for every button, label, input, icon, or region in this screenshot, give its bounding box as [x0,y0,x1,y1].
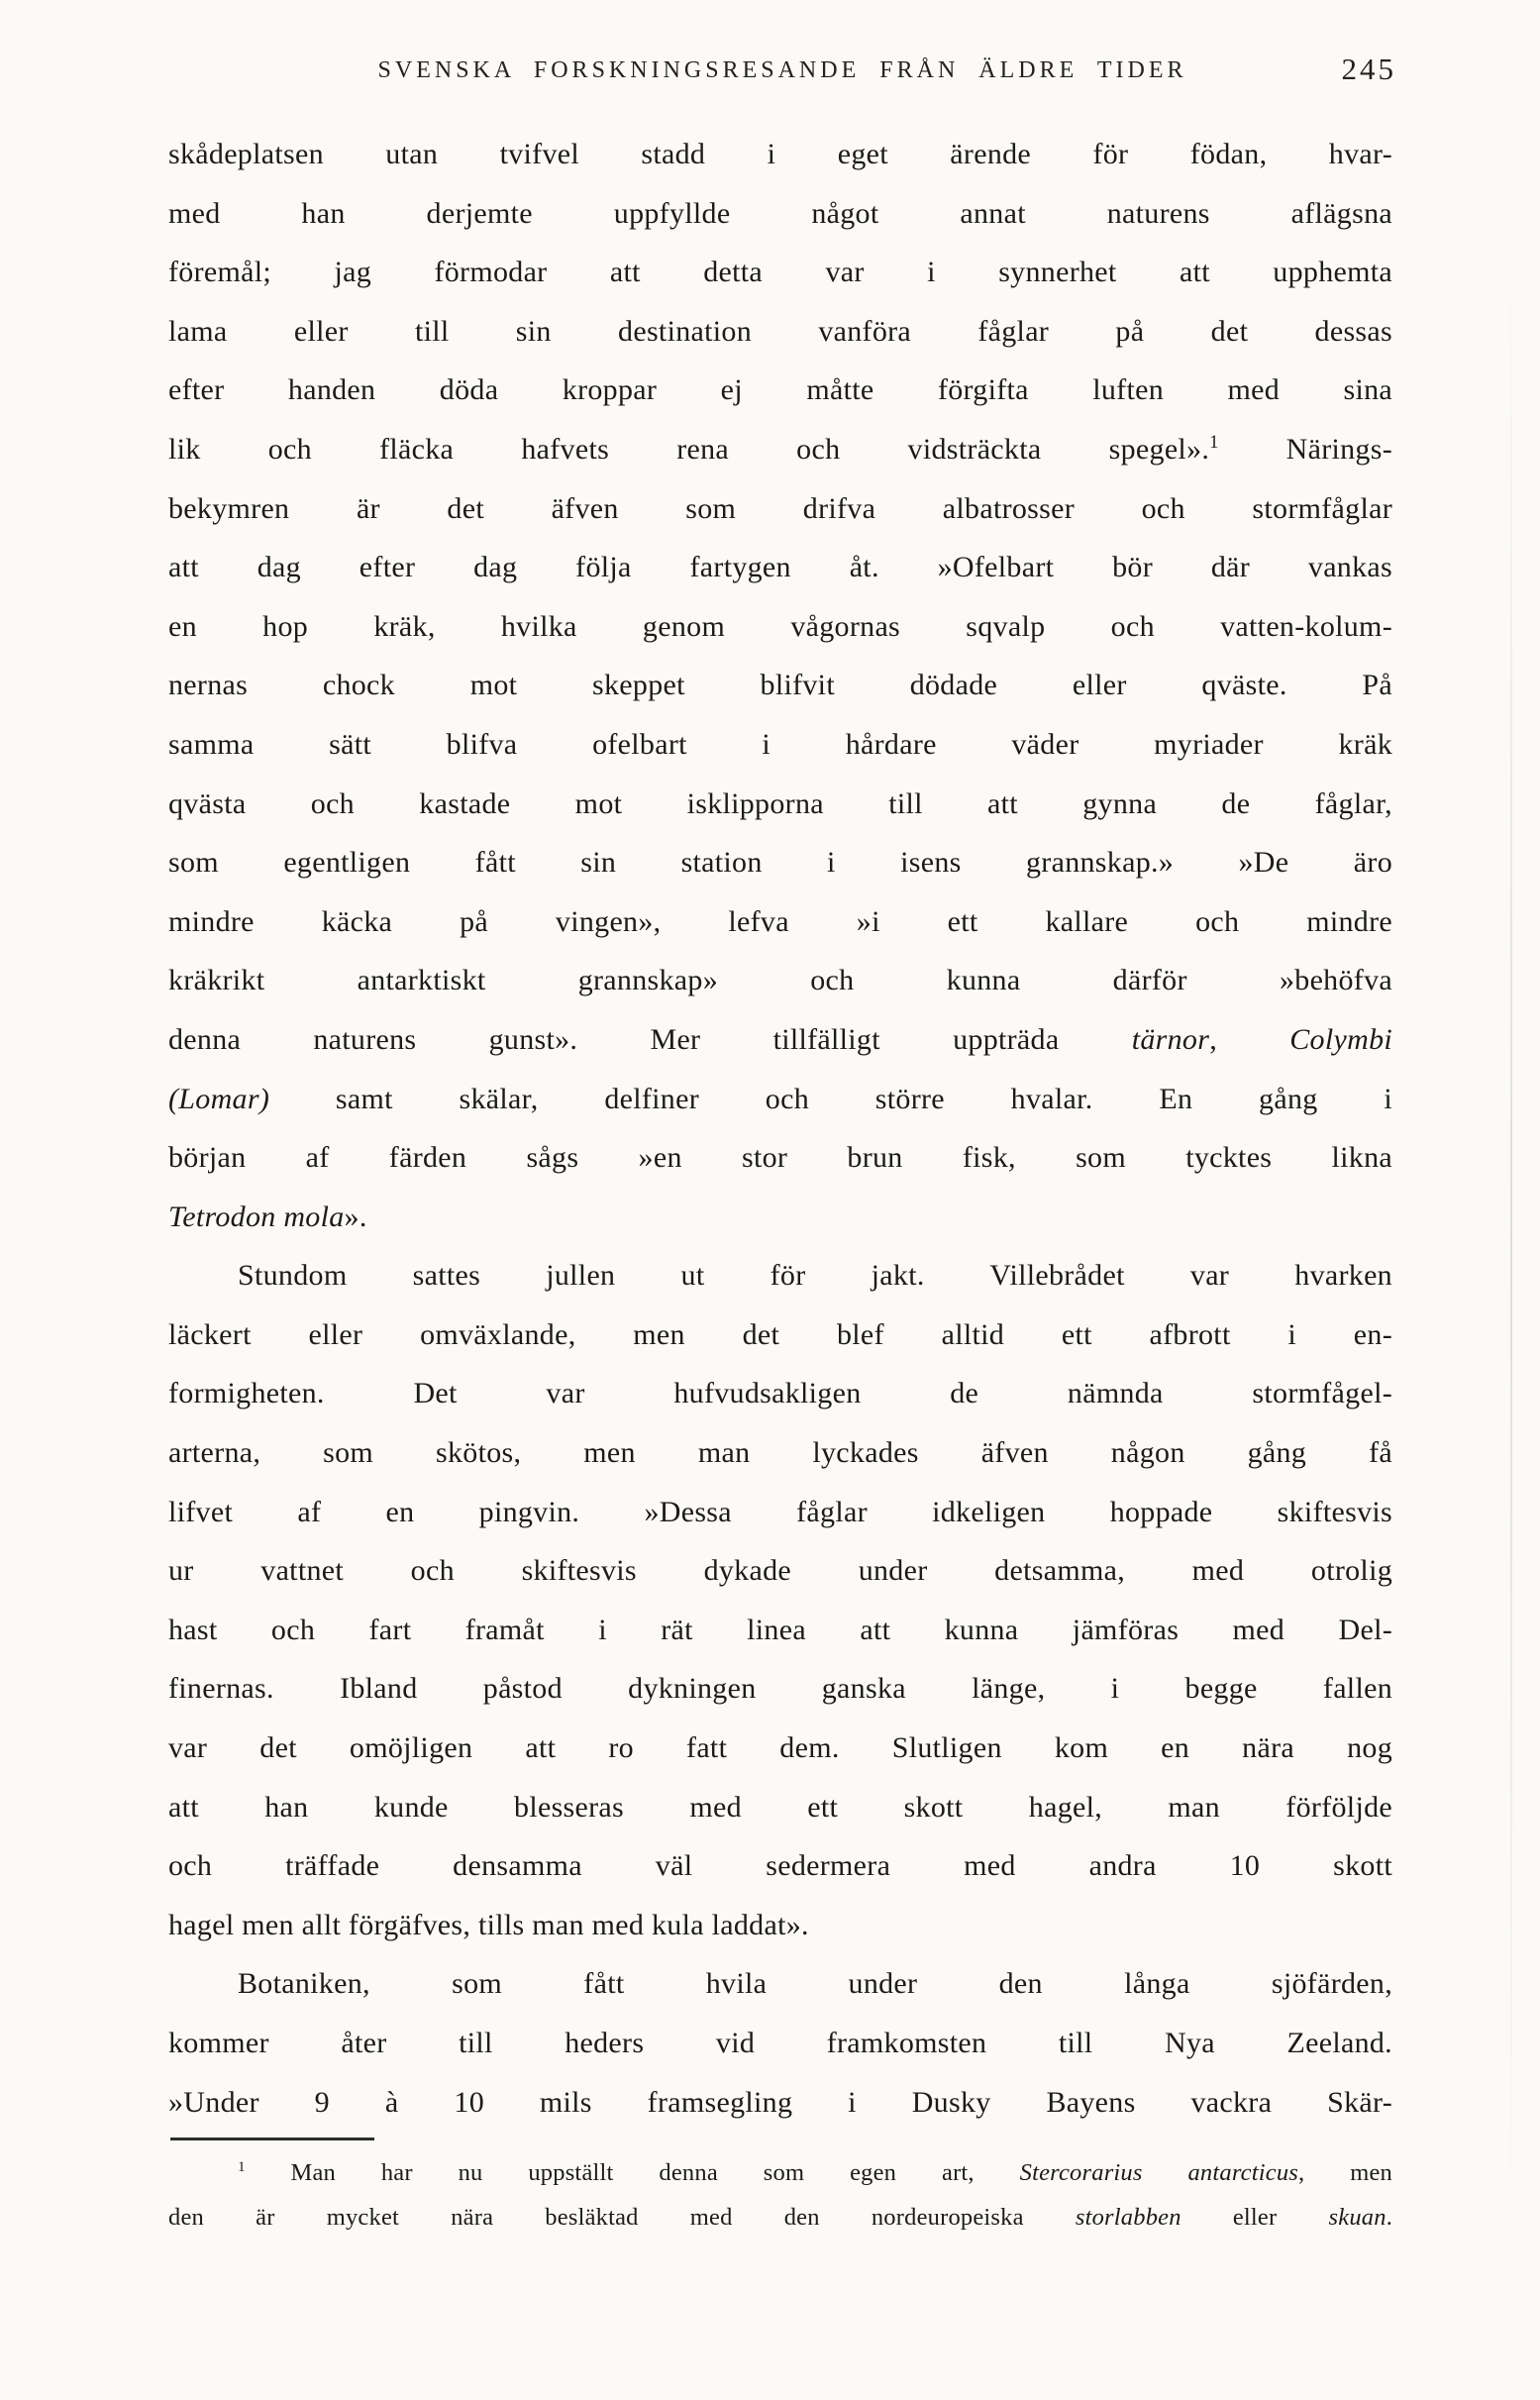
body-text [168,125,1392,2132]
running-header-title: SVENSKA FORSKNINGSRESANDE FRÅN ÄLDRE TIDER [377,57,1187,83]
body-line [168,1954,1392,2014]
body-line [168,1659,1392,1719]
body-line [168,1541,1392,1601]
body-line [168,243,1392,302]
text-segment: Stundom sattes jullen ut för jakt. Villebrådet var hvarken [238,1259,1392,1293]
body-line [168,833,1392,892]
body-line [168,1778,1392,1837]
text-segment: föremål; jag förmodar att detta var i synnerhet att upphemta [168,256,1392,289]
text-segment: med han derjemte uppfyllde något annat naturens aflägsna [168,196,1392,230]
text-segment: ». [344,1200,367,1233]
text-segment: att han kunde blesseras med ett skott hagel, man förföljde [168,1790,1392,1824]
body-line [168,1128,1392,1188]
body-line [168,184,1392,244]
text-segment: hast och fart framåt i rät linea att kunna jämföras med Del- [168,1613,1392,1646]
text-segment: samma sätt blifva ofelbart i hårdare väder myriader kräk [168,727,1392,761]
text-segment: och träffade densamma väl sedermera med andra 10 skott [168,1849,1392,1883]
page-number: 245 [1341,52,1396,86]
body-line [168,951,1392,1010]
text-segment: eller [1181,2203,1329,2231]
text-segment: samt skälar, delfiner och större hvalar. En gång i [269,1082,1392,1115]
text-segment: , [1209,1022,1290,1056]
text-segment: Man har nu uppställt denna som egen art, [245,2159,1020,2186]
text-segment: läckert eller omväxlande, men det blef alltid ett afbrott i en- [168,1317,1392,1351]
body-line [168,892,1392,952]
text-segment: att dag efter dag följa fartygen åt. »Ofelbart bör där vankas [168,551,1392,584]
footnote-divider [170,2138,374,2140]
text-segment: lama eller till sin destination vanföra fåglar på det dessas [168,314,1392,348]
text-segment: nernas chock mot skeppet blifvit dödade eller qväste. På [168,669,1392,702]
text-segment: kräkrikt antarktiskt grannskap» och kunna därför »behöfva [168,964,1392,997]
body-line [168,1896,1392,1955]
italic-term: (Lomar) [168,1082,270,1115]
text-segment: hagel men allt förgäfves, tills man med kula laddat». [168,1908,809,1941]
text-segment: Botaniken, som fått hvila under den långa sjöfärden, [238,1967,1392,2001]
body-line [168,1719,1392,1778]
text-segment: den är mycket nära besläktad med den nordeuropeiska [168,2203,1076,2231]
body-line [168,2073,1392,2133]
text-segment: som egentligen fått sin station i isens grannskap.» »De äro [168,846,1392,880]
text-segment: början af färden sågs »en stor brun fisk, som tycktes likna [168,1141,1392,1175]
text-segment: mindre käcka på vingen», lefva »i ett kallare och mindre [168,904,1392,938]
text-segment: lik och fläcka hafvets rena och vidsträckta spegel». [168,432,1210,466]
italic-term: Tetrodon mola [168,1200,345,1233]
body-line [168,656,1392,715]
body-line [168,1483,1392,1542]
italic-term: skuan [1328,2203,1386,2231]
body-line [168,125,1392,184]
italic-term: tärnor [1131,1022,1210,1056]
text-segment: Närings- [1218,432,1392,466]
text-segment: bekymren är det äfven som drifva albatrosser och stormfåglar [168,491,1392,525]
body-line [168,1010,1392,1070]
body-line [168,1246,1392,1305]
body-line [168,775,1392,834]
body-line [168,597,1392,657]
scan-edge-artifact [1510,258,1512,2219]
footnote-text [168,2151,1392,2240]
text-segment: lifvet af en pingvin. »Dessa fåglar idkeligen hoppade skiftesvis [168,1495,1392,1528]
body-line [168,538,1392,597]
body-line [168,420,1392,479]
body-line [168,1188,1392,1247]
body-line [168,1836,1392,1896]
text-segment: qvästa och kastade mot isklipporna till att gynna de fåglar, [168,786,1392,820]
text-segment: skådeplatsen utan tvifvel stadd i eget ärende för födan, hvar- [168,138,1392,170]
italic-term: Stercorarius antarcticus [1019,2159,1299,2186]
footnote-line [168,2151,1392,2196]
text-segment: ur vattnet och skiftesvis dykade under detsamma, med otrolig [168,1554,1392,1588]
body-line [168,1423,1392,1483]
body-line [168,479,1392,539]
text-segment: arterna, som skötos, men man lyckades äfven någon gång få [168,1436,1392,1470]
running-header [168,50,1396,97]
body-line [168,1364,1392,1423]
text-segment: en hop kräk, hvilka genom vågornas sqvalp och vatten-kolum- [168,609,1392,643]
body-line [168,715,1392,775]
text-segment: denna naturens gunst». Mer tillfälligt uppträda [168,1022,1132,1056]
body-line [168,1070,1392,1129]
text-segment: »Under 9 à 10 mils framsegling i Dusky Bayens vackra Skär- [168,2085,1392,2119]
italic-term: storlabben [1075,2203,1181,2231]
body-line [168,302,1392,362]
text-segment: , men [1298,2159,1392,2186]
footnote-line [168,2196,1392,2241]
body-line [168,1601,1392,1660]
text-segment: efter handen döda kroppar ej måtte förgifta luften med sina [168,373,1392,407]
text-segment: . [1386,2203,1393,2231]
text-segment: formigheten. Det var hufvudsakligen de nämnda stormfågel- [168,1377,1392,1410]
text-segment: finernas. Ibland påstod dykningen ganska länge, i begge fallen [168,1672,1392,1706]
body-line [168,2014,1392,2073]
text-segment: kommer åter till heders vid framkomsten till Nya Zeeland. [168,2027,1392,2059]
body-line [168,1305,1392,1365]
text-segment: var det omöjligen att ro fatt dem. Slutligen kom en nära nog [168,1731,1392,1765]
italic-term: Colymbi [1289,1022,1393,1056]
footnote-marker: 1 [1209,431,1219,453]
footnote-marker: 1 [238,2157,246,2175]
body-line [168,361,1392,420]
